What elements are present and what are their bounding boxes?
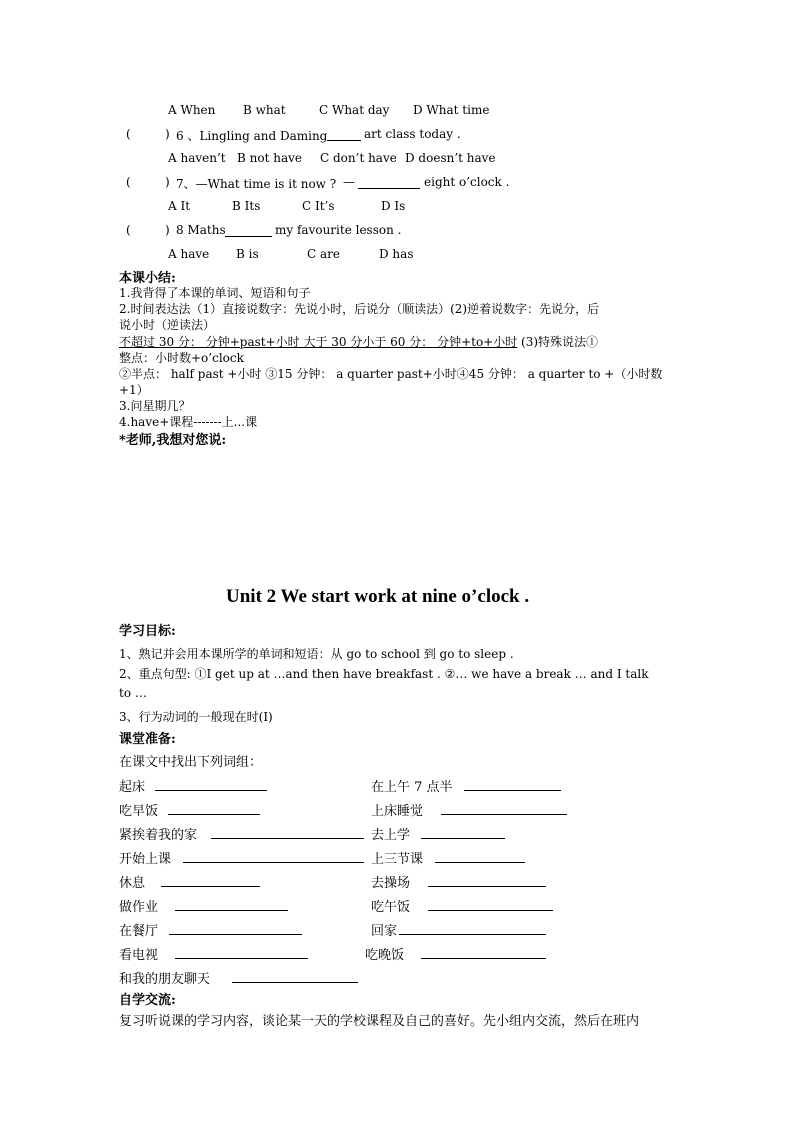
q7-option-b: B Its — [232, 199, 261, 213]
answer-paren-close: ) — [165, 223, 170, 237]
summary-line-1: 1.我背得了本课的单词、短语和句子 — [119, 286, 311, 300]
phrase-blank[interactable] — [464, 778, 561, 791]
summary-line-8: 4.have+课程-------上...课 — [119, 415, 258, 429]
time-rule-rest: (3)特殊说法① — [517, 335, 599, 349]
summary-line-4: 整点：小时数+o’clock — [119, 351, 244, 365]
phrase-blank[interactable] — [211, 826, 364, 839]
prep-intro: 在课文中找出下列词组： — [119, 755, 263, 770]
phrase-label: 和我的朋友聊天 — [119, 972, 211, 987]
q8-option-b: B is — [236, 247, 259, 261]
time-rule-underlined: 不超过 30 分： 分钟+past+小时 大于 30 分小于 60 分： 分钟+to+小时 — [119, 335, 518, 349]
q7-stem-end: eight o’clock . — [424, 175, 510, 189]
phrase-label: 回家 — [371, 924, 398, 939]
q6-stem-end: art class today . — [364, 127, 461, 141]
summary-line-5: ②半点： half past +小时 ③15 分钟： a quarter past+小时④45 分钟： a quarter to +（小时数 — [119, 367, 663, 381]
phrase-blank[interactable] — [428, 898, 553, 911]
phrase-blank[interactable] — [232, 970, 358, 983]
unit-title: Unit 2 We start work at nine o’clock . — [226, 586, 530, 607]
phrase-label: 吃晚饭 — [365, 948, 405, 963]
phrase-label: 看电视 — [119, 948, 159, 963]
phrase-label: 吃午饭 — [371, 900, 411, 915]
teacher-note-heading: *老师,我想对您说: — [119, 433, 227, 448]
answer-paren-close: ) — [165, 127, 170, 141]
q8-option-d: D has — [379, 247, 414, 261]
q7-option-d: D Is — [381, 199, 406, 213]
summary-line-6: +1） — [119, 383, 149, 397]
goal-3: 3、行为动词的一般现在时(I) — [119, 710, 273, 724]
phrase-blank[interactable] — [421, 946, 546, 959]
goal-1: 1、熟记并会用本课所学的单词和短语：从 go to school 到 go to sleep . — [119, 647, 514, 661]
q7-option-a: A It — [168, 199, 191, 213]
q8-stem-end: my favourite lesson . — [275, 223, 402, 237]
prep-heading: 课堂准备: — [119, 732, 176, 747]
q8-stem: 8 Maths — [176, 223, 226, 237]
phrase-label: 上三节课 — [371, 852, 424, 867]
phrase-label: 吃早饭 — [119, 804, 159, 819]
phrase-label: 紧挨着我的家 — [119, 828, 198, 843]
goal-2a: 2、重点句型: ①I get up at …and then have breakfast . ②… we have a break … and I talk — [119, 667, 649, 681]
summary-line-2b: 说小时（逆读法） — [119, 318, 216, 332]
q8-option-c: C are — [307, 247, 340, 261]
q6-option-b: B not have — [237, 151, 302, 165]
q6-option-d: D doesn’t have — [405, 151, 496, 165]
q6-option-a: A haven’t — [168, 151, 226, 165]
q8-blank[interactable] — [225, 224, 272, 237]
phrase-label: 在上午 7 点半 — [371, 780, 453, 795]
q5-option-d: D What time — [413, 103, 490, 117]
q6-option-c: C don’t have — [320, 151, 397, 165]
phrase-label: 做作业 — [119, 900, 159, 915]
goals-heading: 学习目标: — [119, 624, 176, 639]
phrase-blank[interactable] — [441, 802, 567, 815]
q6-blank[interactable] — [327, 128, 361, 141]
q5-option-b: B what — [243, 103, 286, 117]
phrase-blank[interactable] — [168, 802, 260, 815]
phrase-blank[interactable] — [155, 778, 267, 791]
summary-line-3 — [119, 333, 598, 350]
answer-paren-close: ) — [165, 175, 170, 189]
phrase-blank[interactable] — [175, 946, 308, 959]
q6-stem: 6 、Lingling and Daming — [176, 129, 328, 143]
summary-line-2a: 2.时间表达法（1）直接说数字：先说小时，后说分（顺读法）(2)逆着说数字：先说分，后 — [119, 302, 600, 316]
q7-blank[interactable] — [358, 176, 420, 189]
phrase-blank[interactable] — [399, 922, 546, 935]
answer-paren-open: ( — [126, 127, 131, 141]
phrase-blank[interactable] — [421, 826, 505, 839]
phrase-label: 在餐厅 — [119, 924, 159, 939]
answer-paren-open: ( — [126, 223, 131, 237]
phrase-label: 起床 — [119, 780, 146, 795]
phrase-blank[interactable] — [428, 874, 546, 887]
answer-paren-open: ( — [126, 175, 131, 189]
q5-option-a: A When — [168, 103, 216, 117]
phrase-label: 休息 — [119, 876, 146, 891]
phrase-label: 上床睡觉 — [371, 804, 424, 819]
q7-stem: 7、—What time is it now ? — [176, 177, 337, 191]
phrase-blank[interactable] — [435, 850, 525, 863]
phrase-blank[interactable] — [161, 874, 260, 887]
phrase-label: 去操场 — [371, 876, 411, 891]
phrase-blank[interactable] — [169, 922, 302, 935]
q5-option-c: C What day — [319, 103, 390, 117]
phrase-label: 去上学 — [371, 828, 411, 843]
goal-2b: to … — [119, 686, 147, 700]
phrase-blank[interactable] — [175, 898, 288, 911]
exchange-text: 复习听说课的学习内容，谈论某一天的学校课程及自己的喜好。先小组内交流，然后在班内 — [119, 1014, 640, 1029]
q7-dash: — — [343, 175, 355, 189]
summary-line-7: 3.问星期几？ — [119, 399, 191, 413]
phrase-label: 开始上课 — [119, 852, 172, 867]
q7-option-c: C It’s — [302, 199, 335, 213]
summary-heading: 本课小结: — [119, 271, 176, 286]
phrase-blank[interactable] — [183, 850, 364, 863]
q8-option-a: A have — [168, 247, 210, 261]
exchange-heading: 自学交流: — [119, 993, 176, 1008]
